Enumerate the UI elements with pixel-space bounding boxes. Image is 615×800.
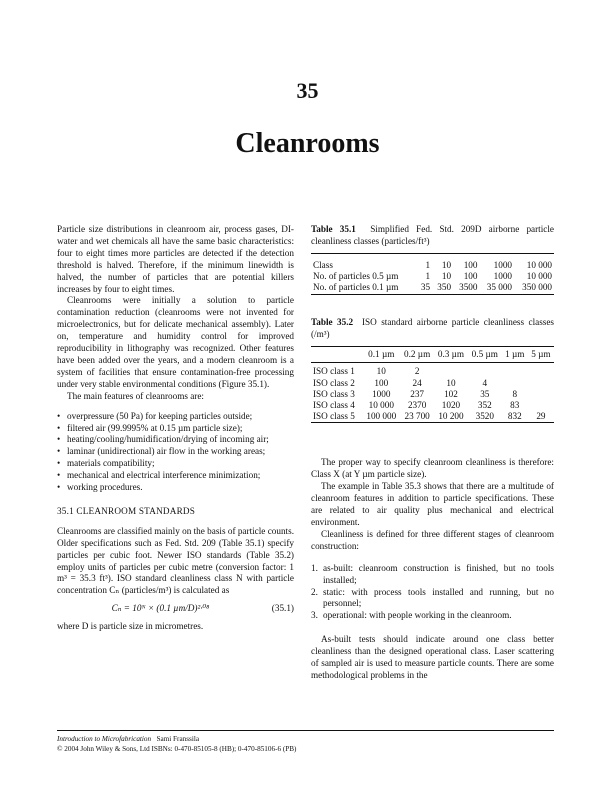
column-header: 0.1 µm bbox=[362, 347, 400, 363]
table-cell: 832 bbox=[507, 411, 522, 422]
table-cell: 3520 bbox=[475, 411, 494, 422]
features-list bbox=[57, 411, 294, 494]
row-label: ISO class 4 bbox=[313, 400, 355, 411]
column-header: 0.5 µm bbox=[468, 347, 502, 363]
table-cell: 237 bbox=[410, 388, 425, 399]
table-cell: 352 bbox=[477, 400, 492, 411]
list-marker: 1. bbox=[311, 562, 318, 573]
list-item: • heating/cooling/humidification/drying of incoming air; bbox=[57, 434, 294, 446]
table-cell: 23 700 bbox=[404, 411, 430, 422]
table-cell bbox=[528, 378, 554, 389]
table-cell bbox=[468, 363, 502, 378]
table-cell: 35 bbox=[420, 282, 431, 293]
table-cell: 102 bbox=[444, 388, 458, 399]
table-caption-label: Table 35.2 bbox=[311, 317, 354, 328]
paragraph-example: The example in Table 35.3 shows that there are a multitude of cleanroom features in addition to particle specifications. These are related to air quality plus mechanical and electrical environment. bbox=[311, 481, 554, 527]
list-item: • filtered air (99.9995% at 0.15 µm particle size); bbox=[57, 423, 294, 435]
table-cell: 100 bbox=[463, 271, 478, 282]
table-cell: 83 bbox=[510, 400, 520, 411]
table-35-2-caption bbox=[311, 317, 554, 341]
row-label: ISO class 2 bbox=[313, 377, 355, 388]
table-cell: 100 bbox=[463, 259, 478, 270]
stages-list bbox=[311, 563, 554, 623]
table-cell: 8 bbox=[512, 388, 518, 399]
table-35-2 bbox=[311, 346, 554, 423]
row-label: ISO class 3 bbox=[313, 388, 355, 399]
list-item-text: static: with process tools installed and running, but no personnel; bbox=[323, 586, 554, 609]
table-cell: 10 bbox=[376, 366, 386, 377]
equation bbox=[57, 603, 294, 615]
table-row bbox=[311, 400, 554, 411]
footer bbox=[57, 735, 554, 754]
table-row bbox=[311, 271, 554, 282]
table-cell: 3500 bbox=[459, 282, 478, 293]
paragraph-particle-distributions: Particle size distributions in cleanroom air, process gases, DI-water and wet chemicals all have the same basic characteristics: four to eight times more particles are detected if the detection threshold is halved. Therefore, if the minimum linewidth is halved, the number of particles that are potential killers increases by four to eight times. bbox=[57, 224, 294, 294]
list-marker: 3. bbox=[311, 610, 318, 621]
table-cell: 1000 bbox=[493, 271, 513, 282]
table-35-1 bbox=[311, 253, 554, 296]
paragraph-cleanroom-history: Cleanrooms were initially a solution to particle contamination reduction (cleanrooms were not invented for microelectronics, but for delicate mechanical assembly). Later on, temperature and humidity control for improved reproducibility in lithography was recognized. Other features have been added over the years, and a modern cleanroom is a system of facilities that ensure contamination-free processing under very stable environmental conditions (Figure 35.1). bbox=[57, 295, 294, 389]
table-cell bbox=[528, 389, 554, 400]
table-header-row bbox=[311, 347, 554, 363]
paragraph-main-features-intro: The main features of cleanrooms are: bbox=[67, 390, 204, 401]
table-cell bbox=[502, 378, 528, 389]
list-item bbox=[311, 587, 554, 611]
table-cell: 2370 bbox=[407, 400, 427, 411]
footer-rule bbox=[57, 730, 554, 731]
table-row bbox=[311, 411, 554, 423]
row-label: ISO class 5 bbox=[313, 411, 355, 422]
column-header: 0.2 µm bbox=[400, 347, 434, 363]
paragraph-as-built-tests: As-built tests should indicate around one class better cleanliness than the designed operational class. Laser scattering of sampled air is used to measure particle counts. There are some methodological problems in the bbox=[311, 634, 554, 680]
right-column bbox=[311, 224, 554, 682]
table-cell: 2 bbox=[414, 366, 420, 377]
list-item-text: operational: with people working in the cleanroom. bbox=[323, 610, 512, 621]
row-label: ISO class 1 bbox=[313, 366, 355, 377]
table-cell: 100 000 bbox=[366, 411, 397, 422]
table-caption-text: Simplified Fed. Std. 209D airborne particle cleanliness classes (particles/ft³) bbox=[311, 224, 554, 246]
table-35-2-block bbox=[311, 317, 554, 423]
table-cell: 10 000 bbox=[526, 259, 552, 270]
list-item: • materials compatibility; bbox=[57, 458, 294, 470]
table-cell: 1020 bbox=[441, 400, 461, 411]
equation-number: (35.1) bbox=[271, 603, 294, 614]
book-author: Sami Franssila bbox=[156, 735, 200, 743]
table-cell bbox=[528, 400, 554, 411]
table-cell: 1 bbox=[425, 259, 431, 270]
table-cell: 350 000 bbox=[522, 282, 552, 293]
table-cell: 100 bbox=[374, 377, 389, 388]
table-row bbox=[311, 363, 554, 378]
equation-body: Cₙ = 10ᴺ × (0.1 µm/D)²·⁰⁸ bbox=[111, 603, 210, 614]
table-caption-text: ISO standard airborne particle cleanliness classes (/m³) bbox=[311, 317, 555, 340]
table-cell: 4 bbox=[482, 377, 488, 388]
column-header: 0.3 µm bbox=[434, 347, 468, 363]
paragraph-stages-intro: Cleanliness is defined for three different stages of cleanroom construction: bbox=[311, 528, 554, 551]
footer-copyright: © 2004 John Wiley & Sons, Ltd ISBNs: 0-470-85105-8 (HB); 0-470-85106-6 (PB) bbox=[57, 744, 297, 753]
table-cell: 24 bbox=[412, 377, 422, 388]
right-text bbox=[311, 457, 554, 681]
table-row bbox=[311, 253, 554, 271]
row-label: Class bbox=[313, 259, 333, 270]
section-heading: 35.1 CLEANROOM STANDARDS bbox=[57, 505, 196, 516]
table-cell: 10 bbox=[441, 271, 452, 282]
list-item bbox=[311, 610, 554, 622]
paragraph-standards: Cleanrooms are classified mainly on the basis of particle counts. Older specifications such as Fed. Std. 209 (Table 35.1) specify particles per cubic foot. Newer ISO standards (Table 35.2) employ units of particles per cubic metre (conversion factor: 1 m³ = 35.3 ft³). ISO standard cleanliness class N with particle concentration Cₙ (particles/m³) is calculated as bbox=[57, 525, 294, 596]
table-cell: 10 bbox=[446, 377, 456, 388]
list-item: • overpressure (50 Pa) for keeping particles outside; bbox=[57, 411, 294, 423]
table-row bbox=[311, 389, 554, 400]
table-cell: 10 bbox=[441, 259, 452, 270]
table-cell: 29 bbox=[536, 411, 546, 422]
list-item: • laminar (unidirectional) air flow in the working areas; bbox=[57, 446, 294, 458]
table-cell: 10 000 bbox=[526, 271, 552, 282]
list-item: • mechanical and electrical interference minimization; bbox=[57, 470, 294, 482]
left-column bbox=[57, 224, 294, 633]
table-cell: 350 bbox=[437, 282, 452, 293]
table-caption-label: Table 35.1 bbox=[311, 224, 356, 234]
table-cell: 35 bbox=[480, 388, 490, 399]
row-label: No. of particles 0.1 µm bbox=[313, 282, 399, 293]
chapter-title: Cleanrooms bbox=[235, 128, 380, 159]
column-header: 1 µm bbox=[502, 347, 528, 363]
paragraph-proper-way: The proper way to specify cleanroom cleanliness is therefore: Class X (at Y µm particle size). bbox=[311, 457, 554, 480]
table-cell bbox=[502, 363, 528, 378]
chapter-number: 35 bbox=[296, 78, 319, 103]
table-row bbox=[311, 282, 554, 295]
table-cell: 1000 bbox=[372, 388, 391, 399]
table-35-1-caption bbox=[311, 224, 554, 248]
column-header bbox=[311, 347, 362, 363]
list-item bbox=[311, 563, 554, 587]
row-label: No. of particles 0.5 µm bbox=[313, 271, 399, 282]
list-item: • working procedures. bbox=[57, 482, 294, 494]
table-cell bbox=[434, 363, 468, 378]
column-header: 5 µm bbox=[528, 347, 554, 363]
table-cell: 1 bbox=[425, 271, 431, 282]
table-row bbox=[311, 378, 554, 389]
table-cell: 10 200 bbox=[438, 411, 464, 422]
list-item-text: as-built: cleanroom construction is finished, but no tools installed; bbox=[323, 562, 554, 585]
table-cell bbox=[528, 363, 554, 378]
footer-book-line bbox=[57, 735, 554, 745]
table-cell: 35 000 bbox=[486, 282, 513, 293]
paragraph-particle-size: where D is particle size in micrometres. bbox=[57, 621, 204, 632]
table-cell: 10 000 bbox=[368, 400, 394, 411]
book-title: Introduction to Microfabrication bbox=[57, 735, 152, 743]
table-cell: 1000 bbox=[493, 259, 513, 270]
list-marker: 2. bbox=[311, 586, 318, 597]
